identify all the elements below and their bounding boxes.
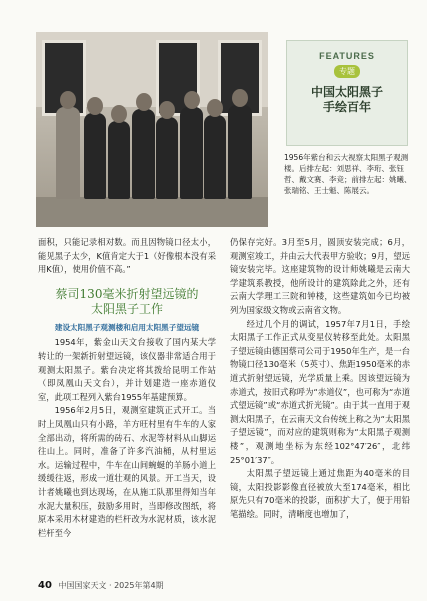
historical-group-photo	[36, 32, 268, 227]
section-subheading: 建设太阳黑子观测楼和启用太阳黑子望远镜	[54, 322, 200, 332]
photo-person	[204, 115, 226, 199]
paragraph: 太阳黑子望远镜上通过焦距为40毫米的目镜，太阳投影影像直径被放大至174毫米，相比原先只有70毫米的投影，面积扩大了，便于用铅笔描绘。同时，清晰度也增加了，	[230, 468, 410, 519]
features-label: FEATURES	[319, 51, 375, 61]
page-number: 40	[38, 580, 52, 591]
photo-person	[180, 107, 203, 199]
feature-title-line2: 手绘百年	[322, 100, 371, 114]
photo-person	[228, 105, 252, 199]
paragraph: 1954年，紫金山天文台接收了国内某大学转让的一架新折射望远镜，该仪器非常适合用于观测太阳黑子。紫台决定将其拨给昆明工作站（即凤凰山天文台），并计划建造一座赤道仪室，此项工程列入紫台1955年基建预算。	[38, 337, 216, 402]
page-footer	[38, 580, 164, 591]
paragraph: 面积，只能记录相对数。而且因物镜口径太小，能见黑子太少，K值肯定大于1（好像根本没有采用K值），使用价值不高。”	[38, 237, 216, 275]
section-heading-line2: 太阳黑子工作	[90, 301, 163, 316]
right-column	[230, 236, 410, 521]
journal-name: 中国国家天文 · 2025年第4期	[58, 581, 164, 590]
section-heading	[38, 287, 216, 317]
photo-person	[108, 121, 130, 199]
paragraph: 1956年2月5日，观测室建筑正式开工。当时上凤凰山只有小路，羊方旺村里有牛车的人家全部出动，将所需的砖石、水泥等材料从山脚运往山上。同时，准备了许多汽油桶，从村里运水。运输过程中，牛车在山间蜿蜒的羊肠小道上缓缓往返，形成一道壮观的风景。开工当天，设计者姚曦也到达现场，在从施工队那里得知当年水泥大量积压，鼓励多用时，当即修改图纸，将原本采用木材建造的栏杆改为水泥材质，该水泥栏杆至今	[38, 405, 216, 538]
photo-person	[132, 109, 155, 199]
photo-person	[84, 113, 106, 199]
feature-title	[287, 85, 407, 115]
feature-banner	[286, 40, 408, 146]
paragraph: 经过几个月的调试，1957年7月1日，手绘太阳黑子工作正式从变星仪转移至此处。太阳黑子望远镜由德国蔡司公司于1950年生产，是一台物镜口径130毫米（5英寸）、焦距1950毫米的赤道式折射望远镜，光学质量上乘。因该望远镜为赤道式，按旧式称呼为“赤道仪”，也可称为“赤道式望远镜”或“赤道式折光镜”。由于其一直用于观测太阳黑子，在云南天文台传统上称之为“太阳黑子望远镜”，而对应的建筑则称为“太阳黑子观测楼”，观测地坐标为东经102°47′26″，北纬25°01′37″。	[230, 318, 410, 465]
topic-tag: 专题	[334, 65, 360, 78]
photo-person	[56, 107, 80, 199]
section-heading-line1: 蔡司130毫米折射望远镜的	[55, 286, 199, 301]
photo-floor	[36, 197, 268, 227]
feature-title-line1: 中国太阳黑子	[310, 85, 383, 99]
left-column	[38, 236, 216, 540]
paragraph: 仍保存完好。3月至5月，圆顶安装完成；6月，观测室竣工，并由云大代表甲方验收；9月，望远镜安装完毕。这座建筑物的设计师姚曦是云南大学建筑系教授，他所设计的建筑除此之外，还有云南大学理工三院和钟楼，这些建筑如今已均被列为国家级文物或云南省文物。	[230, 237, 410, 315]
photo-caption: 1956年紫台和云大视察太阳黑子观测楼。后排左起：刘思祥、李珩、张钰哲、戴文赛、李竞；前排左起：姚曦、张瑞铭、王士魁、陈展云。	[284, 153, 412, 195]
photo-person	[156, 117, 178, 199]
